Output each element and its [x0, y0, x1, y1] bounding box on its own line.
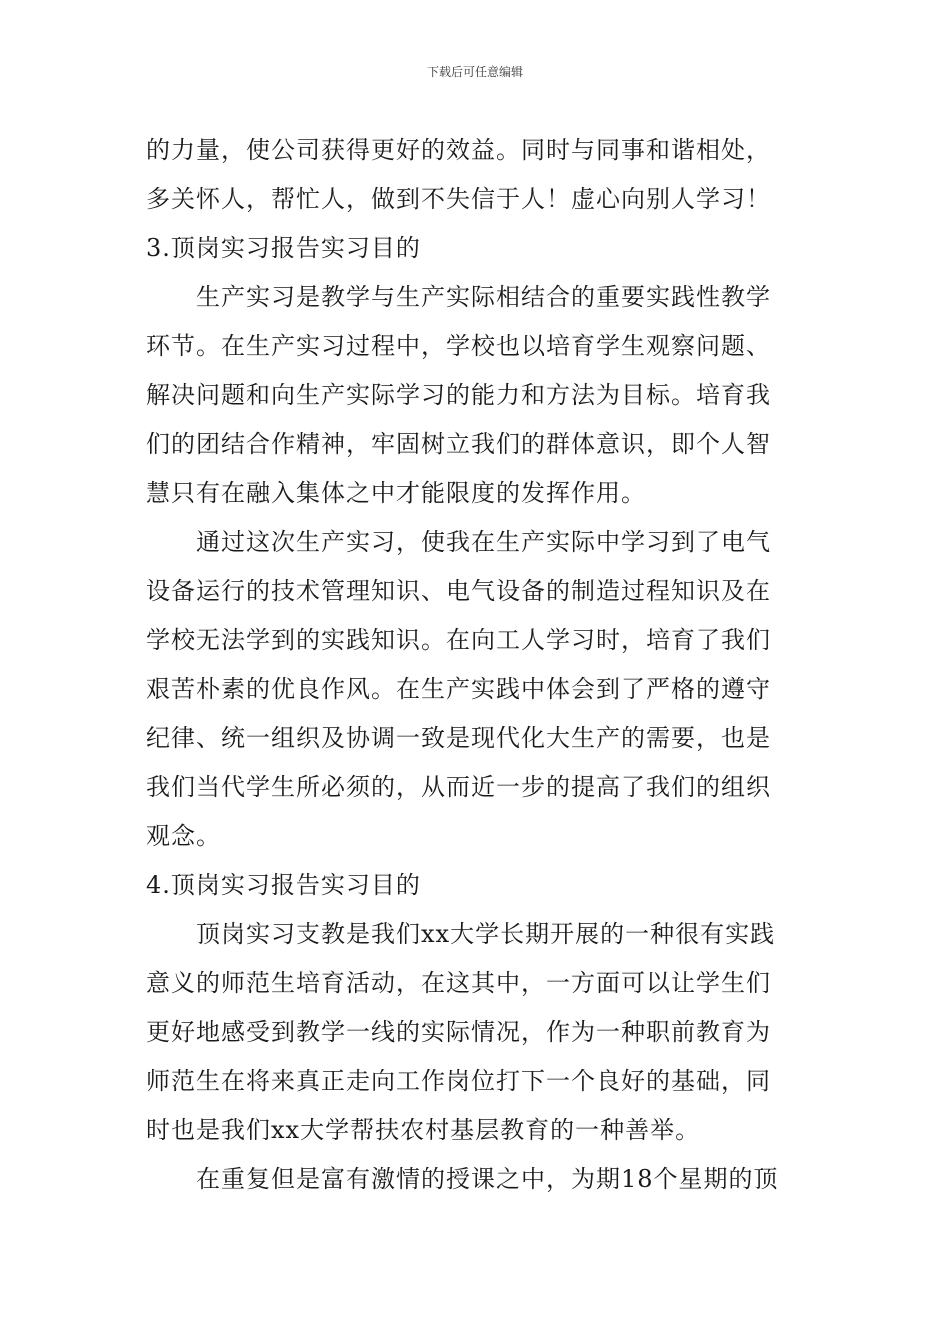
text-line: 顶岗实习支教是我们xx大学长期开展的一种很有实践	[196, 920, 776, 948]
text-line: 在重复但是富有激情的授课之中，为期18个星期的顶	[196, 1165, 779, 1193]
text-line: 们的团结合作精神，牢固树立我们的群体意识，即个人智	[146, 430, 771, 458]
text-line: 观念。	[146, 822, 221, 850]
text-line: 通过这次生产实习，使我在生产实际中学习到了电气	[196, 528, 771, 556]
text-line: 意义的师范生培育活动，在这其中，一方面可以让学生们	[146, 969, 771, 997]
text-line: 我们当代学生所必须的，从而近一步的提高了我们的组织	[146, 773, 771, 801]
text-line: 更好地感受到教学一线的实际情况，作为一种职前教育为	[146, 1018, 771, 1046]
text-line: 解决问题和向生产实际学习的能力和方法为目标。培育我	[146, 381, 771, 409]
text-line: 的力量，使公司获得更好的效益。同时与同事和谐相处，	[146, 136, 771, 164]
text-line: 3.顶岗实习报告实习目的	[146, 234, 421, 262]
text-line: 多关怀人，帮忙人，做到不失信于人！虚心向别人学习！	[146, 185, 771, 213]
text-line: 艰苦朴素的优良作风。在生产实践中体会到了严格的遵守	[146, 675, 771, 703]
text-line: 慧只有在融入集体之中才能限度的发挥作用。	[146, 479, 646, 507]
text-line: 时也是我们xx大学帮扶农村基层教育的一种善举。	[146, 1116, 701, 1144]
text-line: 设备运行的技术管理知识、电气设备的制造过程知识及在	[146, 577, 771, 605]
page-header: 下载后可任意编辑	[426, 65, 523, 79]
text-line: 生产实习是教学与生产实际相结合的重要实践性教学	[196, 283, 771, 311]
text-line: 师范生在将来真正走向工作岗位打下一个良好的基础，同	[146, 1067, 771, 1095]
document-body	[146, 126, 810, 1204]
text-line: 学校无法学到的实践知识。在向工人学习时，培育了我们	[146, 626, 771, 654]
text-line: 4.顶岗实习报告实习目的	[146, 871, 421, 899]
text-line: 纪律、统一组织及协调一致是现代化大生产的需要，也是	[146, 724, 771, 752]
text-line: 环节。在生产实习过程中，学校也以培育学生观察问题、	[146, 332, 771, 360]
